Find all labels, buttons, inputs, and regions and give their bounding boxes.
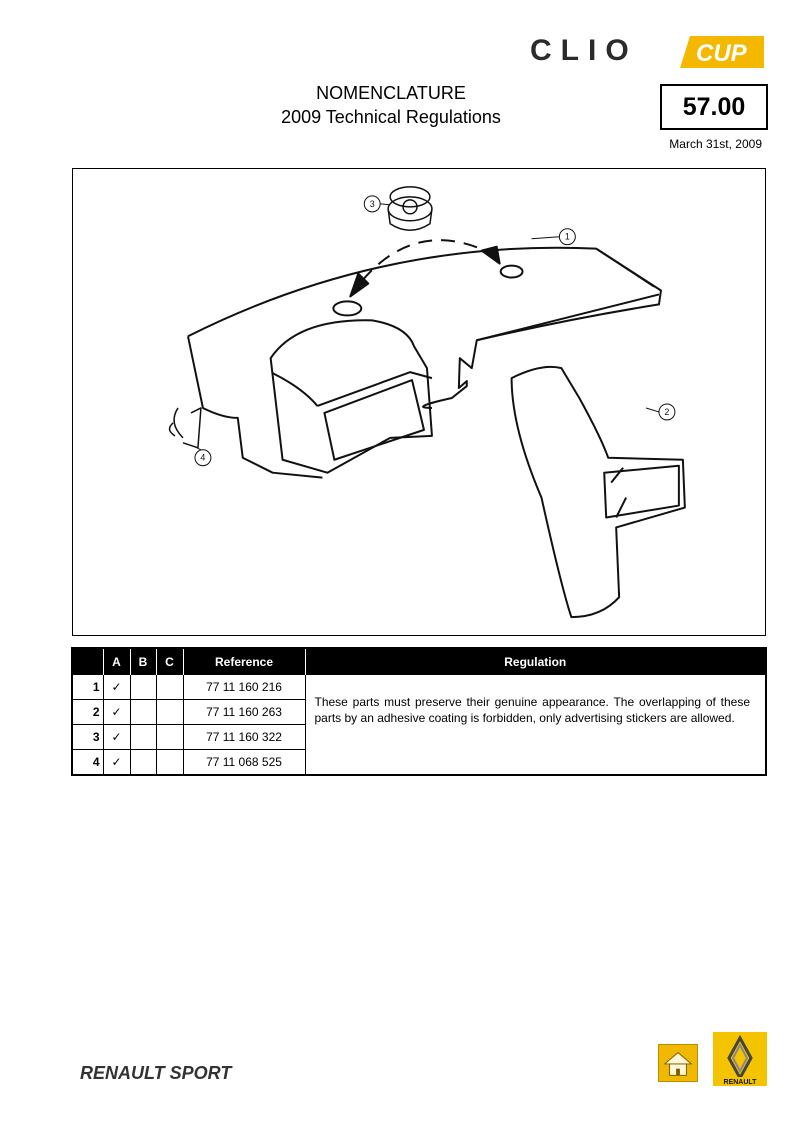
parts-table xyxy=(71,647,767,776)
check-icon: ✓ xyxy=(103,725,130,750)
renault-badge xyxy=(713,1032,767,1086)
col-header-index xyxy=(72,648,103,675)
document-date: March 31st, 2009 xyxy=(669,137,762,151)
check-icon: ✓ xyxy=(103,675,130,700)
document-title: NOMENCLATURE xyxy=(316,83,466,103)
clio-cup-logo xyxy=(530,28,765,76)
cell-c xyxy=(156,675,183,700)
document-subtitle: 2009 Technical Regulations xyxy=(281,107,501,127)
callout-2-label: 2 xyxy=(664,406,670,417)
row-index: 2 xyxy=(72,700,103,725)
callout-4-label: 4 xyxy=(200,452,206,463)
row-index: 4 xyxy=(72,750,103,776)
cell-c xyxy=(156,750,183,776)
col-header-regulation: Regulation xyxy=(305,648,766,675)
cell-reference: 77 11 160 263 xyxy=(183,700,305,725)
cell-c xyxy=(156,700,183,725)
cell-regulation: These parts must preserve their genuine appearance. The overlapping of these parts by an adhesive coating is forbidden, only advertising stickers are allowed. xyxy=(305,675,766,776)
row-index: 3 xyxy=(72,725,103,750)
callout-1-label: 1 xyxy=(564,231,570,242)
callout-2 xyxy=(646,404,675,420)
cell-b xyxy=(130,725,156,750)
clip-drawing xyxy=(170,408,201,448)
clio-logo-text: CLIO xyxy=(530,34,638,67)
check-icon: ✓ xyxy=(103,750,130,776)
cell-reference: 77 11 160 322 xyxy=(183,725,305,750)
callout-3-label: 3 xyxy=(369,198,375,209)
air-duct-drawing xyxy=(512,367,685,617)
table-header-row xyxy=(72,648,766,675)
dashboard-panel-drawing xyxy=(188,248,661,478)
callout-3 xyxy=(364,196,390,212)
cup-logo-text: CUP xyxy=(696,40,747,67)
col-header-c: C xyxy=(156,648,183,675)
renault-badge-text: RENAULT xyxy=(723,1079,757,1086)
home-button[interactable] xyxy=(658,1044,698,1082)
table-row xyxy=(72,675,766,700)
col-header-b: B xyxy=(130,648,156,675)
check-icon: ✓ xyxy=(103,700,130,725)
col-header-reference: Reference xyxy=(183,648,305,675)
cell-b xyxy=(130,700,156,725)
parts-drawing xyxy=(72,168,766,636)
row-index: 1 xyxy=(72,675,103,700)
renault-sport-text: RENAULT SPORT xyxy=(80,1063,232,1083)
speaker-drawing xyxy=(388,187,432,230)
renault-sport-logo xyxy=(80,1060,290,1084)
cell-c xyxy=(156,725,183,750)
cell-b xyxy=(130,675,156,700)
page-number: 57.00 xyxy=(660,84,768,130)
cell-reference: 77 11 160 216 xyxy=(183,675,305,700)
cell-reference: 77 11 068 525 xyxy=(183,750,305,776)
col-header-a: A xyxy=(103,648,130,675)
cell-b xyxy=(130,750,156,776)
home-icon xyxy=(659,1045,697,1081)
